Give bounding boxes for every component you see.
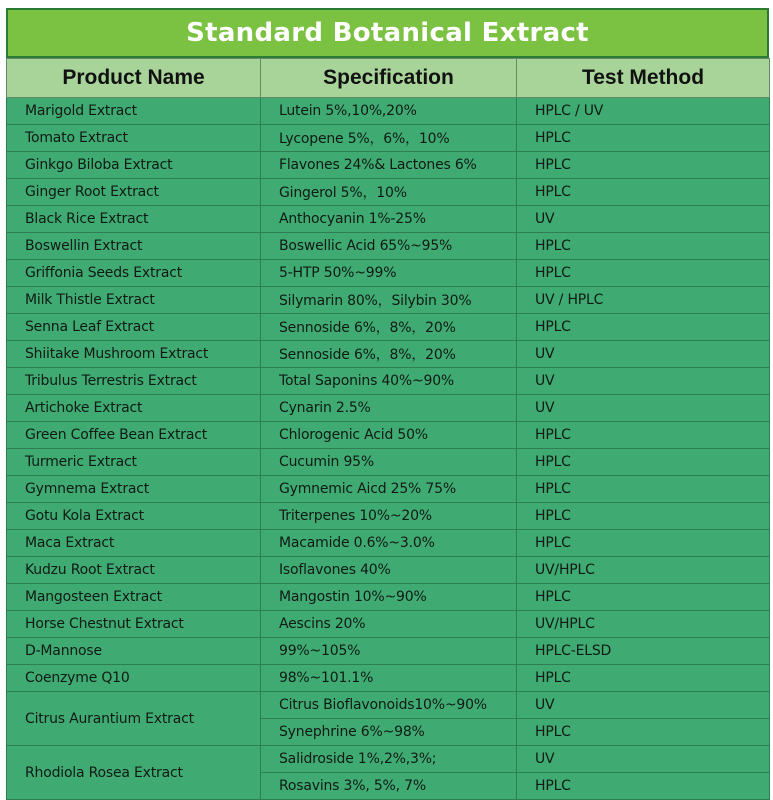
table-row <box>7 125 770 152</box>
product-name-cell: Marigold Extract <box>7 98 261 125</box>
table-row <box>7 206 770 233</box>
specification-cell: Lycopene 5%，6%，10% <box>261 125 517 152</box>
table-row <box>7 395 770 422</box>
product-name-cell: Coenzyme Q10 <box>7 665 261 692</box>
test-method-cell: HPLC <box>517 233 770 260</box>
test-method-cell: HPLC <box>517 314 770 341</box>
specification-cell: Macamide 0.6%~3.0% <box>261 530 517 557</box>
test-method-cell: UV <box>517 341 770 368</box>
specification-cell: 99%~105% <box>261 638 517 665</box>
table-row <box>7 665 770 692</box>
specification-cell: Triterpenes 10%~20% <box>261 503 517 530</box>
test-method-cell: HPLC <box>517 503 770 530</box>
product-name-cell: Green Coffee Bean Extract <box>7 422 261 449</box>
table-row <box>7 530 770 557</box>
test-method-cell: HPLC <box>517 260 770 287</box>
test-method-cell: UV <box>517 395 770 422</box>
product-name-cell: Horse Chestnut Extract <box>7 611 261 638</box>
specification-cell: 98%~101.1% <box>261 665 517 692</box>
table-row <box>7 503 770 530</box>
product-name-cell: Black Rice Extract <box>7 206 261 233</box>
test-method-cell: HPLC-ELSD <box>517 638 770 665</box>
table-row <box>7 179 770 206</box>
product-name-cell: Boswellin Extract <box>7 233 261 260</box>
table-row <box>7 476 770 503</box>
specification-cell: Rosavins 3%, 5%, 7% <box>261 773 517 800</box>
product-name-cell: Artichoke Extract <box>7 395 261 422</box>
test-method-cell: UV/HPLC <box>517 611 770 638</box>
test-method-cell: UV <box>517 368 770 395</box>
table-row <box>7 233 770 260</box>
table-row <box>7 692 770 719</box>
product-name-cell: Citrus Aurantium Extract <box>7 692 261 746</box>
specification-cell: Lutein 5%,10%,20% <box>261 98 517 125</box>
test-method-cell: HPLC <box>517 152 770 179</box>
table-row <box>7 314 770 341</box>
table-row <box>7 746 770 773</box>
product-name-cell: Senna Leaf Extract <box>7 314 261 341</box>
test-method-cell: UV <box>517 206 770 233</box>
specification-cell: Boswellic Acid 65%~95% <box>261 233 517 260</box>
header-specification: Specification <box>261 59 517 98</box>
table-row <box>7 287 770 314</box>
header-test-method: Test Method <box>517 59 770 98</box>
product-name-cell: Tribulus Terrestris Extract <box>7 368 261 395</box>
table-row <box>7 557 770 584</box>
test-method-cell: UV/HPLC <box>517 557 770 584</box>
test-method-cell: UV <box>517 692 770 719</box>
product-name-cell: Kudzu Root Extract <box>7 557 261 584</box>
specification-cell: Flavones 24%& Lactones 6% <box>261 152 517 179</box>
table-body <box>7 98 770 800</box>
specification-cell: Mangostin 10%~90% <box>261 584 517 611</box>
test-method-cell: HPLC <box>517 719 770 746</box>
table-row <box>7 422 770 449</box>
table-row <box>7 98 770 125</box>
product-name-cell: Mangosteen Extract <box>7 584 261 611</box>
table-row <box>7 611 770 638</box>
product-name-cell: Milk Thistle Extract <box>7 287 261 314</box>
specification-cell: Citrus Bioflavonoids10%~90% <box>261 692 517 719</box>
extract-table <box>6 58 770 800</box>
product-name-cell: Gotu Kola Extract <box>7 503 261 530</box>
specification-cell: Salidroside 1%,2%,3%; <box>261 746 517 773</box>
product-name-cell: Ginger Root Extract <box>7 179 261 206</box>
test-method-cell: HPLC <box>517 476 770 503</box>
specification-cell: Synephrine 6%~98% <box>261 719 517 746</box>
specification-cell: Isoflavones 40% <box>261 557 517 584</box>
table-row <box>7 152 770 179</box>
extract-table-container <box>6 8 769 800</box>
specification-cell: Silymarin 80%，Silybin 30% <box>261 287 517 314</box>
test-method-cell: UV / HPLC <box>517 287 770 314</box>
specification-cell: Cynarin 2.5% <box>261 395 517 422</box>
test-method-cell: HPLC <box>517 179 770 206</box>
specification-cell: Gymnemic Aicd 25% 75% <box>261 476 517 503</box>
product-name-cell: D-Mannose <box>7 638 261 665</box>
test-method-cell: HPLC <box>517 773 770 800</box>
test-method-cell: UV <box>517 746 770 773</box>
specification-cell: Sennoside 6%，8%，20% <box>261 341 517 368</box>
product-name-cell: Shiitake Mushroom Extract <box>7 341 261 368</box>
header-row <box>7 59 770 98</box>
product-name-cell: Ginkgo Biloba Extract <box>7 152 261 179</box>
product-name-cell: Maca Extract <box>7 530 261 557</box>
product-name-cell: Rhodiola Rosea Extract <box>7 746 261 800</box>
specification-cell: Total Saponins 40%~90% <box>261 368 517 395</box>
table-row <box>7 368 770 395</box>
product-name-cell: Tomato Extract <box>7 125 261 152</box>
table-row <box>7 638 770 665</box>
test-method-cell: HPLC / UV <box>517 98 770 125</box>
test-method-cell: HPLC <box>517 422 770 449</box>
specification-cell: Cucumin 95% <box>261 449 517 476</box>
test-method-cell: HPLC <box>517 584 770 611</box>
test-method-cell: HPLC <box>517 449 770 476</box>
table-row <box>7 584 770 611</box>
table-row <box>7 260 770 287</box>
specification-cell: 5-HTP 50%~99% <box>261 260 517 287</box>
table-title: Standard Botanical Extract <box>6 8 769 58</box>
specification-cell: Chlorogenic Acid 50% <box>261 422 517 449</box>
test-method-cell: HPLC <box>517 125 770 152</box>
product-name-cell: Griffonia Seeds Extract <box>7 260 261 287</box>
test-method-cell: HPLC <box>517 530 770 557</box>
specification-cell: Gingerol 5%，10% <box>261 179 517 206</box>
table-row <box>7 449 770 476</box>
specification-cell: Anthocyanin 1%-25% <box>261 206 517 233</box>
specification-cell: Sennoside 6%，8%，20% <box>261 314 517 341</box>
table-row <box>7 341 770 368</box>
header-product-name: Product Name <box>7 59 261 98</box>
specification-cell: Aescins 20% <box>261 611 517 638</box>
product-name-cell: Gymnema Extract <box>7 476 261 503</box>
test-method-cell: HPLC <box>517 665 770 692</box>
product-name-cell: Turmeric Extract <box>7 449 261 476</box>
